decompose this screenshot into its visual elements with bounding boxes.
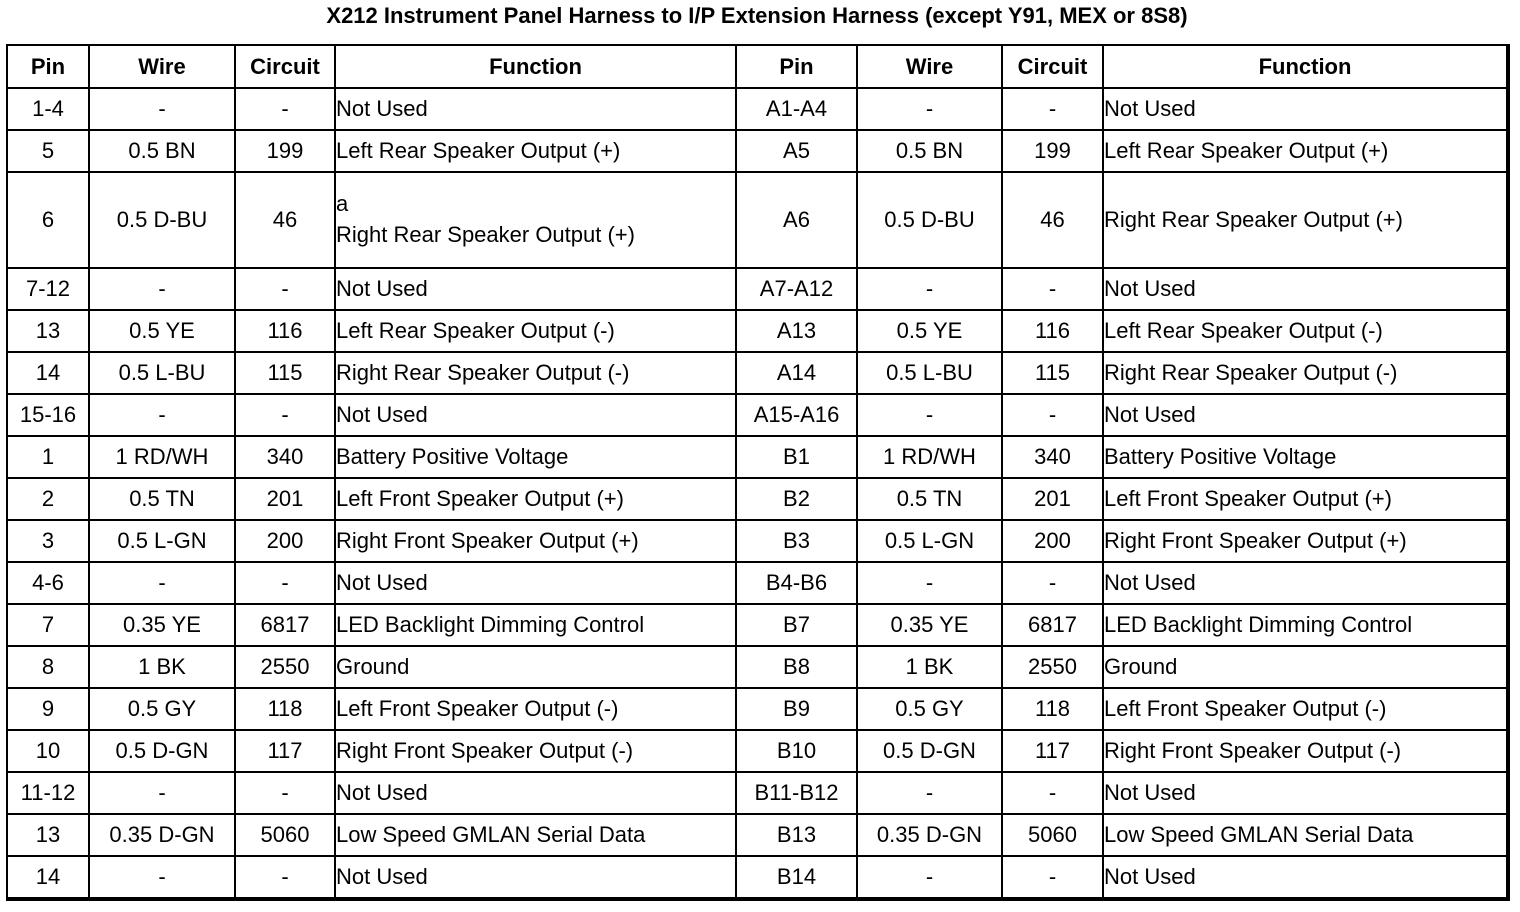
table-row <box>7 436 1508 478</box>
pin-cell: 15-16 <box>7 394 89 436</box>
function-cell: Right Front Speaker Output (+) <box>1103 520 1508 562</box>
wire-cell: 1 RD/WH <box>89 436 235 478</box>
circuit-cell: 118 <box>235 688 335 730</box>
pin-cell: 4-6 <box>7 562 89 604</box>
pin-cell: A6 <box>736 172 857 268</box>
pin-cell: A7-A12 <box>736 268 857 310</box>
header-function: Function <box>1103 45 1508 88</box>
function-cell: Not Used <box>1103 856 1508 899</box>
table-row <box>7 88 1508 130</box>
wire-cell: 0.5 L-GN <box>857 520 1002 562</box>
wire-cell: 0.5 BN <box>857 130 1002 172</box>
circuit-cell: 340 <box>1002 436 1103 478</box>
function-cell: Right Front Speaker Output (-) <box>1103 730 1508 772</box>
page-title: X212 Instrument Panel Harness to I/P Extension Harness (except Y91, MEX or 8S8) <box>326 3 1188 28</box>
circuit-cell: 5060 <box>1002 814 1103 856</box>
wire-cell: - <box>89 394 235 436</box>
pin-cell: 5 <box>7 130 89 172</box>
pin-cell: B14 <box>736 856 857 899</box>
pin-cell: 3 <box>7 520 89 562</box>
wire-cell: 0.5 D-GN <box>89 730 235 772</box>
header-circuit: Circuit <box>235 45 335 88</box>
pin-cell: B7 <box>736 604 857 646</box>
circuit-cell: 6817 <box>235 604 335 646</box>
function-cell: LED Backlight Dimming Control <box>1103 604 1508 646</box>
function-cell: Not Used <box>1103 88 1508 130</box>
function-cell: Right Front Speaker Output (+) <box>335 520 736 562</box>
function-cell <box>335 172 736 268</box>
function-cell: Not Used <box>335 562 736 604</box>
circuit-cell: 117 <box>235 730 335 772</box>
wire-cell: 0.35 D-GN <box>89 814 235 856</box>
function-cell: Not Used <box>1103 394 1508 436</box>
circuit-cell: - <box>235 562 335 604</box>
pin-cell: B10 <box>736 730 857 772</box>
table-row <box>7 730 1508 772</box>
circuit-cell: 46 <box>1002 172 1103 268</box>
header-wire: Wire <box>89 45 235 88</box>
circuit-cell: 115 <box>235 352 335 394</box>
circuit-cell: 199 <box>235 130 335 172</box>
function-cell: Low Speed GMLAN Serial Data <box>335 814 736 856</box>
pin-cell: B8 <box>736 646 857 688</box>
circuit-cell: - <box>1002 772 1103 814</box>
circuit-cell: - <box>1002 856 1103 899</box>
pin-cell: B9 <box>736 688 857 730</box>
circuit-cell: 116 <box>1002 310 1103 352</box>
wire-cell: - <box>89 772 235 814</box>
circuit-cell: - <box>235 394 335 436</box>
function-cell: Left Front Speaker Output (+) <box>335 478 736 520</box>
wire-cell: 0.5 L-GN <box>89 520 235 562</box>
wire-cell: 0.5 YE <box>89 310 235 352</box>
circuit-cell: 6817 <box>1002 604 1103 646</box>
function-cell: Not Used <box>335 88 736 130</box>
wire-cell: - <box>89 562 235 604</box>
connector-pinout-table <box>6 44 1510 901</box>
function-cell: Left Rear Speaker Output (+) <box>1103 130 1508 172</box>
wire-cell: 0.5 TN <box>89 478 235 520</box>
pin-cell: A15-A16 <box>736 394 857 436</box>
wire-cell: - <box>89 856 235 899</box>
circuit-cell: - <box>235 856 335 899</box>
pin-cell: 14 <box>7 352 89 394</box>
wire-cell: - <box>857 562 1002 604</box>
wire-cell: - <box>857 856 1002 899</box>
function-cell: Ground <box>335 646 736 688</box>
function-cell: Left Front Speaker Output (+) <box>1103 478 1508 520</box>
wire-cell: 0.5 YE <box>857 310 1002 352</box>
header-function: Function <box>335 45 736 88</box>
circuit-cell: - <box>235 772 335 814</box>
circuit-cell: 115 <box>1002 352 1103 394</box>
function-cell: Battery Positive Voltage <box>335 436 736 478</box>
function-cell: LED Backlight Dimming Control <box>335 604 736 646</box>
wire-cell: - <box>857 772 1002 814</box>
function-cell: Not Used <box>1103 562 1508 604</box>
table-row <box>7 352 1508 394</box>
wire-cell: 0.5 L-BU <box>89 352 235 394</box>
circuit-cell: - <box>235 268 335 310</box>
table-row <box>7 562 1508 604</box>
wire-cell: 0.5 GY <box>857 688 1002 730</box>
pin-cell: 9 <box>7 688 89 730</box>
circuit-cell: - <box>1002 88 1103 130</box>
footnote-marker: a <box>336 191 349 216</box>
circuit-cell: 201 <box>1002 478 1103 520</box>
wire-cell: 0.5 L-BU <box>857 352 1002 394</box>
circuit-cell: 118 <box>1002 688 1103 730</box>
circuit-cell: - <box>235 88 335 130</box>
pin-cell: 11-12 <box>7 772 89 814</box>
function-cell: Left Rear Speaker Output (+) <box>335 130 736 172</box>
function-cell: Left Front Speaker Output (-) <box>1103 688 1508 730</box>
wire-cell: 0.5 D-BU <box>857 172 1002 268</box>
pin-cell: A5 <box>736 130 857 172</box>
circuit-cell: - <box>1002 394 1103 436</box>
circuit-cell: 340 <box>235 436 335 478</box>
function-cell: Not Used <box>335 856 736 899</box>
wire-cell: - <box>89 268 235 310</box>
pin-cell: 14 <box>7 856 89 899</box>
circuit-cell: 2550 <box>235 646 335 688</box>
wire-cell: 0.5 D-BU <box>89 172 235 268</box>
circuit-cell: 201 <box>235 478 335 520</box>
pin-cell: 1 <box>7 436 89 478</box>
table-row <box>7 646 1508 688</box>
wire-cell: 1 BK <box>89 646 235 688</box>
pin-cell: A14 <box>736 352 857 394</box>
wire-cell: 0.35 D-GN <box>857 814 1002 856</box>
pin-cell: B4-B6 <box>736 562 857 604</box>
pin-cell: 7-12 <box>7 268 89 310</box>
header-pin: Pin <box>736 45 857 88</box>
wire-cell: - <box>857 88 1002 130</box>
function-cell: Right Rear Speaker Output (-) <box>335 352 736 394</box>
table-row <box>7 478 1508 520</box>
wire-cell: 0.35 YE <box>857 604 1002 646</box>
function-cell: Ground <box>1103 646 1508 688</box>
function-cell: Not Used <box>335 772 736 814</box>
pin-cell: B1 <box>736 436 857 478</box>
circuit-cell: 199 <box>1002 130 1103 172</box>
wire-cell: 0.5 TN <box>857 478 1002 520</box>
table-row <box>7 520 1508 562</box>
function-cell: Low Speed GMLAN Serial Data <box>1103 814 1508 856</box>
wire-cell: - <box>857 394 1002 436</box>
circuit-cell: - <box>1002 562 1103 604</box>
pin-cell: B11-B12 <box>736 772 857 814</box>
pin-cell: 6 <box>7 172 89 268</box>
function-text: Right Rear Speaker Output (+) <box>336 222 635 247</box>
pin-cell: B2 <box>736 478 857 520</box>
pin-cell: A13 <box>736 310 857 352</box>
function-cell: Not Used <box>335 268 736 310</box>
pin-cell: B3 <box>736 520 857 562</box>
wire-cell: 0.5 BN <box>89 130 235 172</box>
table-row <box>7 772 1508 814</box>
function-cell: Right Rear Speaker Output (-) <box>1103 352 1508 394</box>
table-row <box>7 688 1508 730</box>
circuit-cell: 200 <box>235 520 335 562</box>
table-row <box>7 268 1508 310</box>
function-cell: Battery Positive Voltage <box>1103 436 1508 478</box>
function-cell: Left Rear Speaker Output (-) <box>335 310 736 352</box>
function-cell: Not Used <box>335 394 736 436</box>
function-cell: Left Rear Speaker Output (-) <box>1103 310 1508 352</box>
pin-cell: 7 <box>7 604 89 646</box>
circuit-cell: 46 <box>235 172 335 268</box>
table-row <box>7 310 1508 352</box>
wire-cell: - <box>89 88 235 130</box>
header-wire: Wire <box>857 45 1002 88</box>
wire-cell: - <box>857 268 1002 310</box>
wire-cell: 1 RD/WH <box>857 436 1002 478</box>
function-cell: Left Front Speaker Output (-) <box>335 688 736 730</box>
circuit-cell: 200 <box>1002 520 1103 562</box>
circuit-cell: 5060 <box>235 814 335 856</box>
pin-cell: 2 <box>7 478 89 520</box>
circuit-cell: 2550 <box>1002 646 1103 688</box>
pin-cell: 13 <box>7 310 89 352</box>
header-row <box>7 45 1508 88</box>
circuit-cell: 117 <box>1002 730 1103 772</box>
table-row <box>7 394 1508 436</box>
function-cell: Not Used <box>1103 268 1508 310</box>
pin-cell: A1-A4 <box>736 88 857 130</box>
function-cell: Not Used <box>1103 772 1508 814</box>
table-row <box>7 856 1508 899</box>
wire-cell: 0.35 YE <box>89 604 235 646</box>
function-cell: Right Front Speaker Output (-) <box>335 730 736 772</box>
wire-cell: 0.5 GY <box>89 688 235 730</box>
header-circuit: Circuit <box>1002 45 1103 88</box>
pin-cell: 8 <box>7 646 89 688</box>
circuit-cell: - <box>1002 268 1103 310</box>
pin-cell: 10 <box>7 730 89 772</box>
pin-cell: 1-4 <box>7 88 89 130</box>
table-row <box>7 814 1508 856</box>
pin-cell: B13 <box>736 814 857 856</box>
wire-cell: 1 BK <box>857 646 1002 688</box>
wire-cell: 0.5 D-GN <box>857 730 1002 772</box>
circuit-cell: 116 <box>235 310 335 352</box>
table-row <box>7 130 1508 172</box>
pin-cell: 13 <box>7 814 89 856</box>
header-pin: Pin <box>7 45 89 88</box>
table-row <box>7 604 1508 646</box>
table-row <box>7 172 1508 268</box>
function-cell: Right Rear Speaker Output (+) <box>1103 172 1508 268</box>
